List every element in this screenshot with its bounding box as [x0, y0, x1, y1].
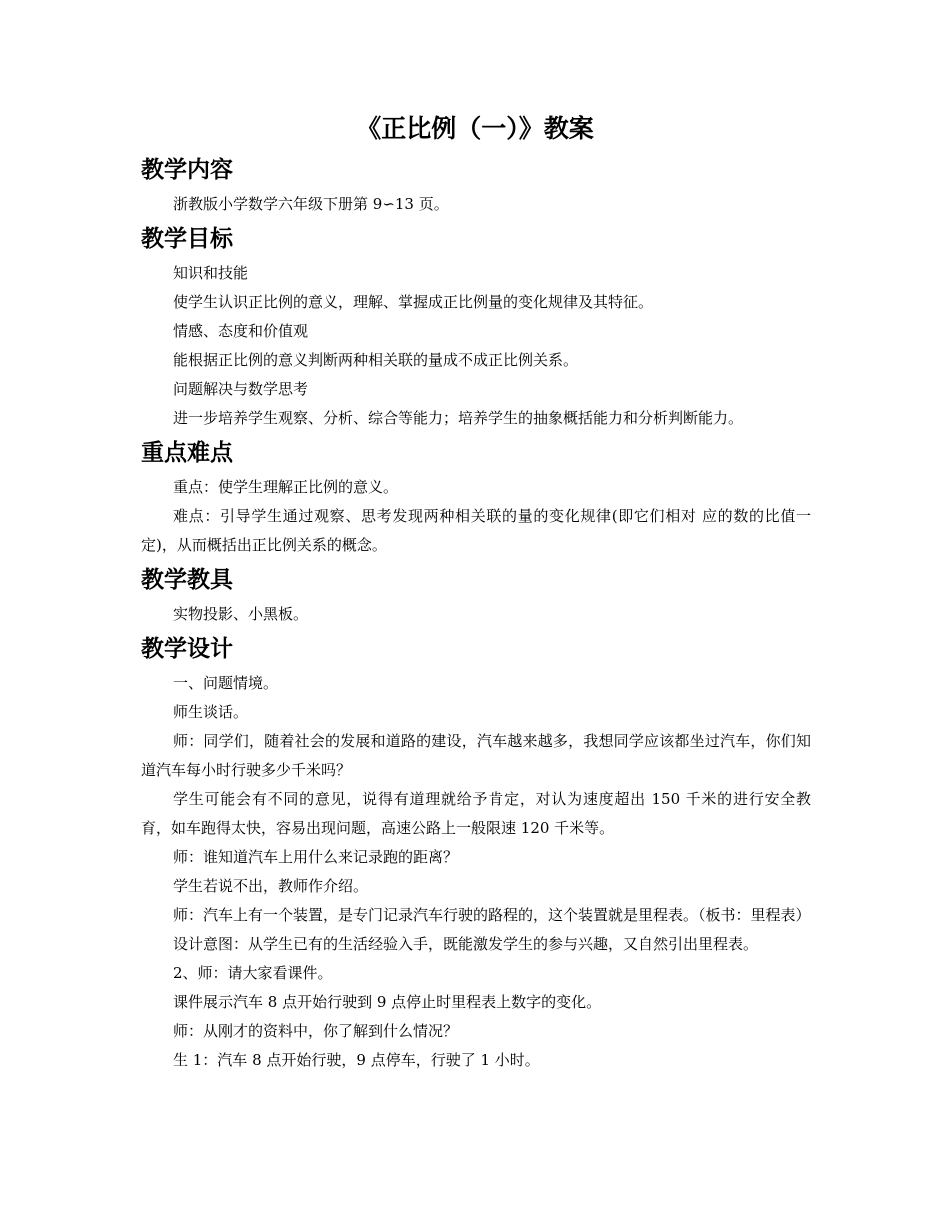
paragraph: 师：谁知道汽车上用什么来记录跑的距离？	[173, 848, 459, 866]
section-heading-teaching-aids: 教学教具	[141, 567, 233, 593]
paragraph: 一、问题情境。	[173, 674, 279, 692]
paragraph: 学生可能会有不同的意见，说得有道理就给予肯定，对认为速度超出 150 千米的进行安全教育，如车跑得太快，容易出现问题，高速公路上一般限速 120 千米等。	[141, 790, 811, 837]
paragraph: 师：汽车上有一个装置，是专门记录汽车行驶的路程的，这个装置就是里程表。（板书：里程表）	[173, 906, 811, 924]
section-heading-teaching-content: 教学内容	[141, 157, 233, 183]
paragraph: 2、师：请大家看课件。	[173, 964, 333, 982]
paragraph: 课件展示汽车 8 点开始行驶到 9 点停止时里程表上数字的变化。	[173, 993, 602, 1011]
document-title: 《正比例（一）》教案	[356, 114, 594, 143]
section-heading-key-points: 重点难点	[141, 440, 233, 466]
paragraph: 浙教版小学数学六年级下册第 9∽13 页。	[173, 195, 449, 213]
paragraph: 问题解决与数学思考	[173, 380, 309, 398]
section-heading-teaching-design: 教学设计	[141, 636, 233, 662]
section-heading-teaching-objectives: 教学目标	[141, 226, 233, 252]
document-body	[141, 150, 811, 1075]
paragraph: 学生若说不出，教师作介绍。	[173, 877, 369, 895]
paragraph: 知识和技能	[173, 264, 249, 282]
paragraph: 情感、态度和价值观	[173, 322, 309, 340]
paragraph: 生 1：汽车 8 点开始行驶，9 点停车，行驶了 1 小时。	[173, 1051, 540, 1069]
paragraph: 难点：引导学生通过观察、思考发现两种相关联的量的变化规律(即它们相对 应的数的比值一定)，从而概括出正比例关系的概念。	[141, 507, 811, 554]
paragraph: 设计意图：从学生已有的生活经验入手，既能激发学生的参与兴趣，又自然引出里程表。	[173, 935, 759, 953]
paragraph: 师生谈话。	[173, 703, 249, 721]
paragraph: 进一步培养学生观察、分析、综合等能力；培养学生的抽象概括能力和分析判断能力。	[173, 409, 744, 427]
paragraph: 师：从刚才的资料中，你了解到什么情况？	[173, 1022, 459, 1040]
paragraph: 使学生认识正比例的意义，理解、掌握成正比例量的变化规律及其特征。	[173, 293, 654, 311]
paragraph: 实物投影、小黑板。	[173, 605, 309, 623]
paragraph: 重点：使学生理解正比例的意义。	[173, 478, 399, 496]
paragraph: 师：同学们，随着社会的发展和道路的建设，汽车越来越多，我想同学应该都坐过汽车，你们知道汽车每小时行驶多少千米吗？	[141, 732, 811, 779]
paragraph: 能根据正比例的意义判断两种相关联的量成不成正比例关系。	[173, 351, 579, 369]
